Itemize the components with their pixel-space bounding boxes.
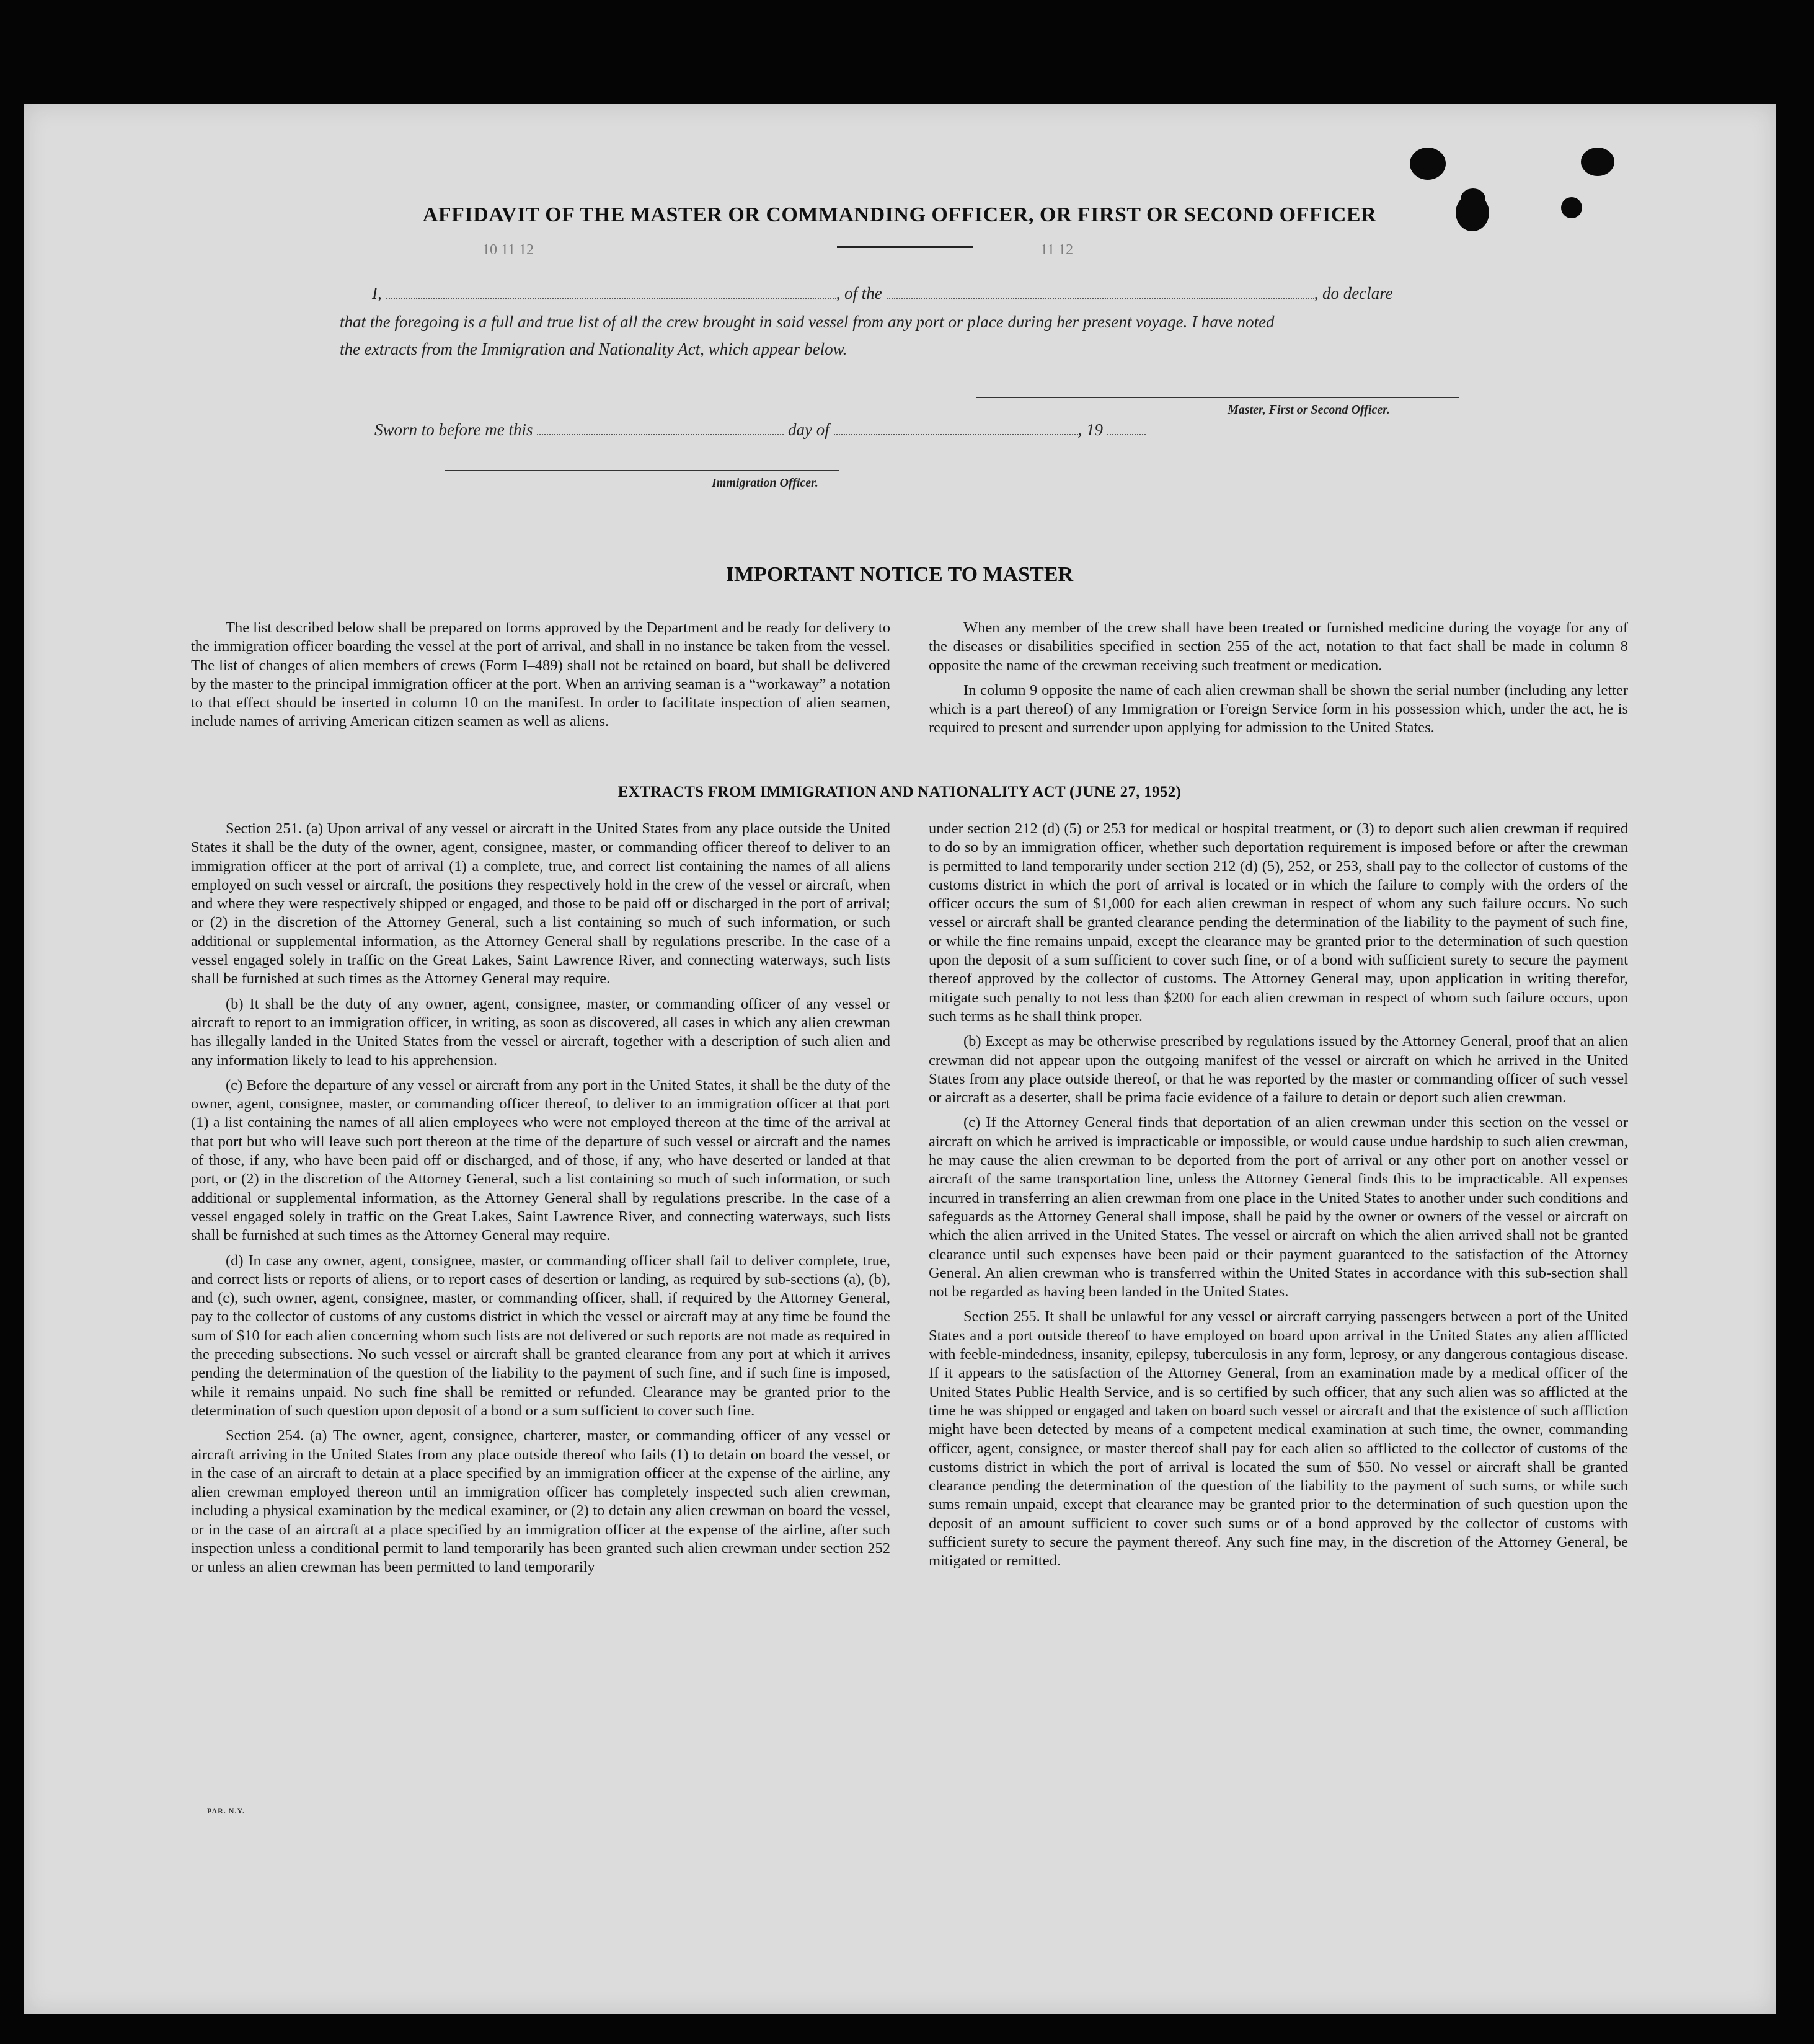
sworn-day-field[interactable]: [537, 431, 784, 435]
extract-section-254-a-cont: under section 212 (d) (5) or 253 for medical or hospital treatment, or (3) to deport such alien crewman if required to do so by an immigration officer, whether such deportation requirement is imposed before or after the crewman is permitted to land temporarily under section 212 (d) (5), 252, or 253, shall pay to the collector of customs of the customs district in which the port of arrival is located or in which the failure to comply with the orders of the officer occurs the sum of $1,000 for each alien crewman in respect of whom any such failure occurs. No such vessel or aircraft shall be granted clearance pending the determination of the liability to the payment of such fine, or while the fine remains unpaid, except the clearance may be granted prior to the determination of such question upon the deposit of a sum sufficient to cover such fine, or of a bond with sufficient surety to secure the payment thereof approved by the collector of customs. The Attorney General may, upon application in writing therefor, mitigate such penalty to not less than $200 for each alien crewman in respect of whom such failure occurs, upon such terms as he shall think proper.: [929, 820, 1628, 1025]
notice-right-column: [929, 619, 1628, 744]
notice-right-p2: In column 9 opposite the name of each alien crewman shall be shown the serial number (including any letter which is a part thereof) of any Immigration or Foreign Service form in his possession which, under the act, he is required to present and surrender upon applying for admission to the United States.: [929, 681, 1628, 737]
extract-section-255: Section 255. It shall be unlawful for any vessel or aircraft carrying passengers between a port of the United States and a port outside thereof to have employed on board upon arrival in the United States any alien afflicted with feeble-mindedness, insanity, epilepsy, tuberculosis in any form, leprosy, or any dangerous contagious disease. If it appears to the satisfaction of the Attorney General, from an examination made by a medical officer of the United States Public Health Service, and is so certified by such officer, that any such alien was so afflicted at the time he was shipped or engaged and taken on board such vessel or aircraft and that the existence of such affliction might have been detected by means of a competent medical examination at such time, the owner, commanding officer, agent, consignee, or master thereof shall pay for each alien so afflicted to the collector of customs of the customs district in which the port of arrival is located the sum of $50. No vessel or aircraft shall be granted clearance pending the determination of the question of the liability to the payment of such sums, or while such sums remain unpaid, except that clearance may be granted prior to the determination of such question upon the deposit of an amount sufficient to cover such sums or of a bond approved by the collector of customs with sufficient surety to secure the payment thereof. Any such fine may, in the discretion of the Attorney General, be mitigated or remitted.: [929, 1308, 1628, 1570]
affidavit-title: AFFIDAVIT OF THE MASTER OR COMMANDING OFFICER, OR FIRST OR SECOND OFFICER: [422, 203, 1377, 226]
printer-mark: PAR. N.Y.: [207, 1807, 246, 1815]
notice-left-text: The list described below shall be prepared on forms approved by the Department and be ready for delivery to the immigration officer boarding the vessel at the port of arrival, and shall in no instance be taken from the vessel. The list of changes of alien members of crews (Form I–489) shall not be retained on board, but shall be delivered by the master to the principal immigration officer at the port. When an arriving seaman is a “workaway” a notation to that effect should be inserted in column 10 on the manifest. In order to facilitate inspection of alien seamen, include names of arriving American citizen seamen as well as aliens.: [191, 619, 890, 730]
extracts-left-column: [191, 820, 890, 1583]
sworn-line: [374, 420, 1146, 440]
notice-title: IMPORTANT NOTICE TO MASTER: [725, 563, 1074, 586]
immigration-officer-label: Immigration Officer.: [712, 476, 818, 490]
declare-i: I,: [372, 284, 382, 303]
immigration-officer-signature-line[interactable]: [445, 470, 839, 471]
extract-section-254-a: Section 254. (a) The owner, agent, consignee, charterer, master, or commanding officer of any vessel or aircraft arriving in the United States from any place outside thereof who fails (1) to detain on board the vessel, or in the case of an aircraft to detain at a place specified by an immigration officer at the expense of the airline, any alien crewman employed thereon until an immigration officer has completely inspected such alien crewman, including a physical examination by the medical examiner, or (2) to detain any alien crewman on board the vessel, or in the case of an aircraft at a place specified by an immigration officer at the expense of the airline, after such inspection unless a conditional permit to land temporarily has been granted such alien crewman under section 252 or unless an alien crewman has been permitted to land temporarily: [191, 1427, 890, 1576]
name-field[interactable]: [386, 295, 836, 299]
sworn-day-of: day of: [788, 420, 830, 439]
ink-blot: [1410, 148, 1446, 180]
extract-section-251-b: (b) It shall be the duty of any owner, agent, consignee, master, or commanding officer of any vessel or aircraft to report to an immigration officer, in writing, as soon as discovered, all cases in which any alien crewman has illegally landed in the United States from the vessel or aircraft, together with a description of such alien and any information likely to lead to his apprehension.: [191, 995, 890, 1069]
faint-stamp: 11 12: [1040, 242, 1074, 258]
sworn-month-field[interactable]: [834, 431, 1078, 435]
extract-section-254-b: (b) Except as may be otherwise prescribed by regulations issued by the Attorney General, proof that an alien crewman did not appear upon the outgoing manifest of the vessel or aircraft on which he arrived in the United States from any place outside thereof, or that he was reported by the master or commanding officer of such vessel or aircraft as a deserter, shall be prima facie evidence of a failure to detain or deport such alien crewman.: [929, 1033, 1628, 1107]
master-signature-line[interactable]: [976, 397, 1459, 398]
ink-blot: [1581, 148, 1614, 176]
notice-right-p1: When any member of the crew shall have been treated or furnished medicine during the voyage for any of the diseases or disabilities specified in section 255 of the act, notation to that fact shall be made in column 8 opposite the name of the crewman receiving such treatment or medication.: [929, 619, 1628, 674]
extract-section-251-d: (d) In case any owner, agent, consignee, master, or commanding officer shall fail to deliver complete, true, and correct lists or reports of aliens, or to report cases of desertion or landing, as required by sub-sections (a), (b), and (c), such owner, agent, consignee, master, or commanding officer, shall, if required by the Attorney General, pay to the collector of customs of any customs district in which the vessel or aircraft may at any time be found the sum of $10 for each alien concerning whom such lists are not delivered or such reports are not made as required in the preceding subsections. No such vessel or aircraft shall be granted clearance from any port at which it arrives pending the determination of the question of the liability to the payment of such fine, and if such fine is imposed, while it remains unpaid. No such fine shall be remitted or refunded. Clearance may be granted prior to the determination of such question upon deposit of a bond or a sum sufficient to cover such fine.: [191, 1252, 890, 1419]
declaration-line-3: the extracts from the Immigration and Nationality Act, which appear below.: [340, 340, 847, 358]
declaration-line-2: that the foregoing is a full and true list of all the crew brought in said vessel from any port or place during her present voyage. I have noted: [340, 312, 1275, 331]
title-rule: [837, 246, 973, 248]
faint-stamp: 10 11 12: [482, 242, 534, 258]
extracts-title: EXTRACTS FROM IMMIGRATION AND NATIONALITY ACT (JUNE 27, 1952): [617, 784, 1182, 800]
notice-left-column: [191, 619, 890, 738]
sworn-year: , 19: [1077, 420, 1103, 439]
master-label: Master, First or Second Officer.: [1228, 403, 1390, 417]
extract-section-251-a: Section 251. (a) Upon arrival of any vessel or aircraft in the United States from any place outside the United States it shall be the duty of the owner, agent, consignee, master, or commanding officer thereof to deliver to an immigration officer at the port of arrival (1) a complete, true, and correct list containing the names of all aliens employed on such vessel or aircraft, the positions they respectively hold in the crew of the vessel or aircraft, when and where they were respectively shipped or engaged, and those to be paid off or discharged in the port of arrival; or (2) in the discretion of the Attorney General, such a list containing so much of such information, or such additional or supplemental information, as the Attorney General shall by regulations prescribe. In the case of a vessel engaged solely in traffic on the Great Lakes, Saint Lawrence River, and connecting waterways, such lists shall be furnished at such times as the Attorney General may require.: [191, 820, 890, 988]
extracts-right-column: [929, 820, 1628, 1577]
extract-section-254-c: (c) If the Attorney General finds that deportation of an alien crewman under this section on the vessel or aircraft on which he arrived is impracticable or impossible, or would cause undue hardship to such alien crewman, he may cause the alien crewman to be deported from the port of arrival or any other port on another vessel or aircraft of the same transportation line, unless the Attorney General finds this to be impracticable. All expenses incurred in transferring an alien crewman from one place in the United States to another under such conditions and safeguards as the Attorney General shall impose, shall be paid by the owner or owners of the vessel or aircraft on which the alien arrived in the United States. The vessel or aircraft on which the alien arrived shall not be granted clearance until such expenses have been paid or their payment guaranteed to the satisfaction of the Attorney General. An alien crewman who is transferred within the United States in accordance with this sub-section shall not be regarded as having been landed in the United States.: [929, 1114, 1628, 1301]
declare-of-the: , of the: [836, 284, 882, 303]
extract-section-251-c: (c) Before the departure of any vessel or aircraft from any port in the United States, it shall be the duty of the owner, agent, consignee, master, or commanding officer thereof, to deliver to an immigration officer at that port (1) a list containing the names of all alien employees who were not employed thereon at the time of the arrival at that port but who will leave such port thereon at the time of the departure of such vessel or aircraft and the names of those, if any, who have been paid off or discharged, and of those, if any, who have deserted or landed at that port, or (2) in the discretion of the Attorney General, such a list containing so much of such information, or such additional or supplemental information, as the Attorney General shall by regulations prescribe. In the case of a vessel engaged solely in traffic on the Great Lakes, Saint Lawrence River, and connecting waterways, such lists shall be furnished at such times as the Attorney General may require.: [191, 1076, 890, 1244]
declare-do-declare: , do declare: [1314, 284, 1393, 303]
sworn-prefix: Sworn to before me this: [374, 420, 533, 439]
vessel-field[interactable]: [887, 295, 1314, 299]
document-sheet: [24, 104, 1776, 2014]
sworn-year-field[interactable]: [1107, 431, 1146, 435]
declaration-line: [372, 284, 1393, 303]
